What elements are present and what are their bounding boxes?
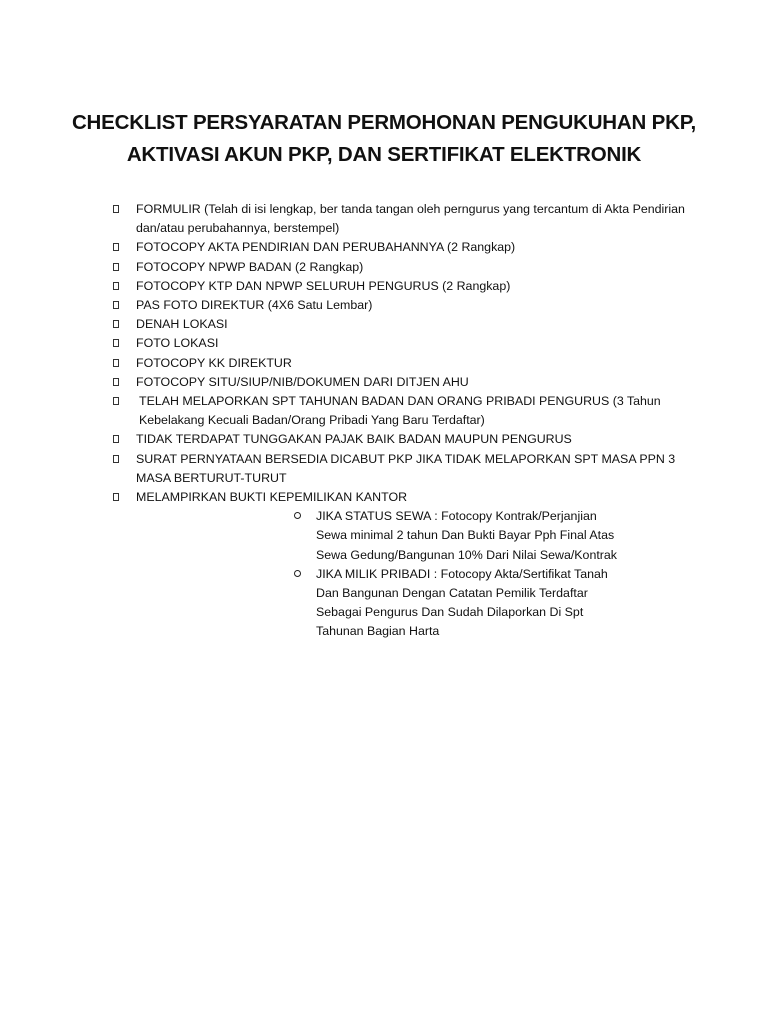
checklist-item-text: FOTOCOPY KK DIREKTUR [136,355,292,370]
checkbox-icon[interactable] [113,243,119,251]
subitem-text: JIKA STATUS SEWA : Fotocopy Kontrak/Perjanjian Sewa minimal 2 tahun Dan Bukti Bayar Pph Final Atas Sewa Gedung/Bangunan 10% Dari Nilai Sewa/Kontrak [316,509,617,562]
checkbox-icon[interactable] [113,320,119,328]
checklist-item-formulir [0,200,768,238]
checklist-item-npwp-badan [0,258,768,277]
subitem-milik-pribadi [136,565,698,642]
checklist-item-situ-siup [0,373,768,392]
checklist-item-pas-foto [0,296,768,315]
title-line-1: CHECKLIST PERSYARATAN PERMOHONAN PENGUKUHAN PKP, [71,110,697,134]
checkbox-icon[interactable] [113,455,119,463]
checklist-item-denah-lokasi [0,315,768,334]
checkbox-icon[interactable] [113,359,119,367]
checkbox-icon[interactable] [113,301,119,309]
checklist-item-text: SURAT PERNYATAAN BERSEDIA DICABUT PKP JIKA TIDAK MELAPORKAN SPT MASA PPN 3 MASA BERTURUT-TURUT [136,451,676,485]
document-title [70,107,698,171]
checklist-item-text: FOTOCOPY KTP DAN NPWP SELURUH PENGURUS (2 Rangkap) [136,278,511,293]
checklist-item-akta [0,238,768,257]
checkbox-icon[interactable] [113,397,119,405]
checklist-item-tunggakan-pajak [0,430,768,449]
checklist-item-kk-direktur [0,354,768,373]
checklist-item-spt-tahunan [0,392,768,430]
checklist-item-text: FOTOCOPY NPWP BADAN (2 Rangkap) [136,259,364,274]
checklist-item-text: PAS FOTO DIREKTUR (4X6 Satu Lembar) [136,298,373,313]
circle-bullet-icon [294,570,301,577]
checkbox-icon[interactable] [113,435,119,443]
checklist-item-text: FOTO LOKASI [136,336,219,351]
checklist-item-bukti-kantor [0,488,768,642]
checklist-item-text: MELAMPIRKAN BUKTI KEPEMILIKAN KANTOR [136,490,408,505]
checklist-item-surat-pernyataan [0,450,768,488]
checklist-item-text: TIDAK TERDAPAT TUNGGAKAN PAJAK BAIK BADAN MAUPUN PENGURUS [136,432,572,447]
office-ownership-sublist [136,507,698,641]
checkbox-icon[interactable] [113,493,119,501]
checkbox-icon[interactable] [113,263,119,271]
checklist-item-foto-lokasi [0,334,768,353]
checklist-item-text: DENAH LOKASI [136,317,228,332]
checklist-item-text: FOTOCOPY AKTA PENDIRIAN DAN PERUBAHANNYA (2 Rangkap) [136,240,516,255]
checklist-item-ktp-npwp [0,277,768,296]
checkbox-icon[interactable] [113,378,119,386]
checklist-item-text: FOTOCOPY SITU/SIUP/NIB/DOKUMEN DARI DITJEN AHU [136,374,469,389]
checklist-item-text: TELAH MELAPORKAN SPT TAHUNAN BADAN DAN ORANG PRIBADI PENGURUS (3 Tahun Kebelakang Kecuali Badan/Orang Pribadi Yang Baru Terdaftar) [139,394,661,428]
checkbox-icon[interactable] [113,282,119,290]
checklist-item-text: FORMULIR (Telah di isi lengkap, ber tanda tangan oleh perngurus yang tercantum di Akta Pendirian dan/atau perubahannya, berstempel) [136,202,685,236]
title-line-2: AKTIVASI AKUN PKP, DAN SERTIFIKAT ELEKTRONIK [126,142,642,166]
requirements-checklist [0,200,768,642]
subitem-text: JIKA MILIK PRIBADI : Fotocopy Akta/Sertifikat Tanah Dan Bangunan Dengan Catatan Pemilik Terdaftar Sebagai Pengurus Dan Sudah Dilaporkan Di Spt Tahunan Bagian Harta [316,566,608,639]
checkbox-icon[interactable] [113,339,119,347]
circle-bullet-icon [294,512,301,519]
subitem-status-sewa [136,507,698,565]
checkbox-icon[interactable] [113,205,119,213]
